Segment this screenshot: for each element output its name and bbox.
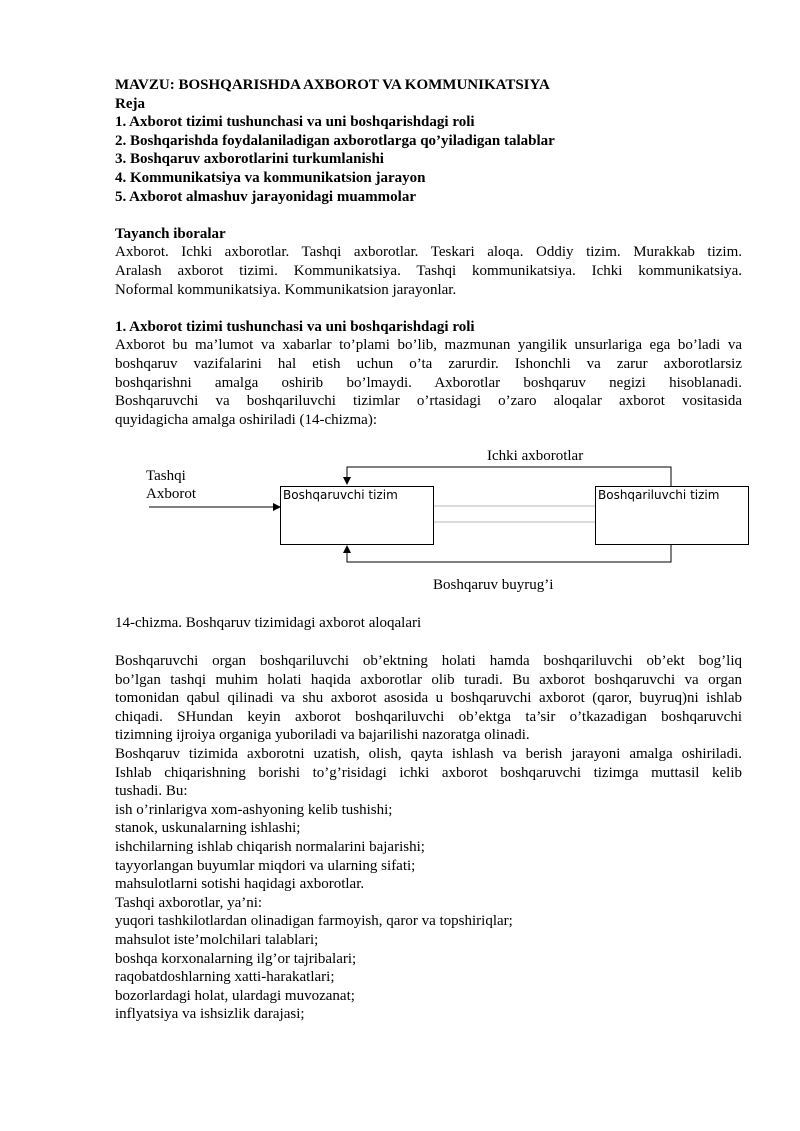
paragraph-line: Boshqaruvchi va boshqariluvchi tizimlar o’rtasidagi o’zaro aloqalar axborot vositasida	[115, 393, 742, 410]
paragraph-line: Axborot bu ma’lumot va xabarlar to’plami bo’lib, mazmunan yangilik unsurlariga ega bo’ladi va	[115, 337, 742, 354]
external-info-label-2: Axborot	[146, 486, 196, 502]
list-item: raqobatdoshlarning xatti-harakatlari;	[115, 969, 335, 986]
keywords-line: Aralash axborot tizimi. Kommunikatsiya. Tashqi kommunikatsiya. Ichki kommunikatsiya.	[115, 262, 742, 279]
keywords-heading: Tayanch iboralar	[115, 225, 226, 242]
managing-system-label: Boshqaruvchi tizim	[283, 488, 398, 502]
external-info-label-1: Tashqi	[146, 468, 186, 484]
paragraph-line: chiqadi. SHundan keyin axborot boshqariluvchi ob’ektga ta’sir o’tkazadigan boshqaruvchi	[115, 708, 742, 725]
page-body	[115, 652, 742, 1024]
command-label: Boshqaruv buyrug’i	[433, 577, 554, 593]
internal-info-label: Ichki axborotlar	[487, 448, 584, 464]
section-heading: 1. Axborot tizimi tushunchasi va uni boshqarishdagi roli	[115, 318, 475, 335]
command-loop	[347, 544, 671, 562]
list-item: inflyatsiya va ishsizlik darajasi;	[115, 1006, 305, 1023]
plan-item: 3. Boshqaruv axborotlarini turkumlanishi	[115, 151, 384, 168]
figure-caption: 14-chizma. Boshqaruv tizimidagi axborot aloqalari	[115, 615, 422, 631]
plan-item: 1. Axborot tizimi tushunchasi va uni boshqarishdagi roli	[115, 114, 475, 131]
plan-label: Reja	[115, 95, 145, 112]
list-item: stanok, uskunalarning ishlashi;	[115, 820, 301, 837]
list-item: bozorlardagi holat, ulardagi muvozanat;	[115, 987, 355, 1004]
paragraph-line: boshqarishni amalga oshirib bo’lmaydi. Axborotlar boshqaruv negizi hisoblanadi.	[115, 374, 742, 391]
plan-item: 4. Kommunikatsiya va kommunikatsion jarayon	[115, 169, 426, 186]
managed-system-box	[595, 486, 749, 545]
keywords-line: Axborot. Ichki axborotlar. Tashqi axborotlar. Teskari aloqa. Oddiy tizim. Murakkab tizim.	[115, 244, 742, 261]
paragraph-line: boshqaruv vazifalarini hal etish uchun o’ta zarurdir. Ishonchli va zarur axborotlarsiz	[115, 355, 742, 372]
list-item: tayyorlangan buyumlar miqdori va ularning sifati;	[115, 857, 416, 874]
page-top	[115, 76, 742, 429]
list-item: boshqa korxonalarning ilg’or tajribalari;	[115, 950, 357, 967]
plan-item: 2. Boshqarishda foydalaniladigan axborotlarga qo’yiladigan talablar	[115, 132, 555, 149]
managing-system-box	[280, 486, 434, 545]
plan-item: 5. Axborot almashuv jarayonidagi muammolar	[115, 188, 416, 205]
list-item: ish o’rinlarigva xom-ashyoning kelib tushishi;	[115, 801, 393, 818]
paragraph-line: Ishlab chiqarishning borishi to’g’risidagi ichki axborot boshqaruvchi tizimga muttasil kelib	[115, 764, 742, 781]
keywords-line: Noformal kommunikatsiya. Kommunikatsion jarayonlar.	[115, 281, 457, 298]
list-item: mahsulotlarni sotishi haqidagi axborotlar.	[115, 876, 365, 893]
list-item: ishchilarning ishlab chiqarish normalarini bajarishi;	[115, 838, 425, 855]
paragraph-line: tushadi. Bu:	[115, 783, 188, 800]
document-title: MAVZU: BOSHQARISHDA AXBOROT VA KOMMUNIKATSIYA	[115, 77, 550, 93]
internal-info-loop	[347, 467, 671, 486]
paragraph-line: quyidagicha amalga oshiriladi (14-chizma):	[115, 411, 377, 428]
information-flow-diagram	[115, 446, 755, 598]
list-item: yuqori tashkilotlardan olinadigan farmoyish, qaror va topshiriqlar;	[115, 913, 513, 930]
list-item: mahsulot iste’molchilari talablari;	[115, 931, 319, 948]
paragraph-line: bo’lgan tashqi muhim holati haqida axborotlar olib turadi. Bu axborot boshqaruvchi va organ	[115, 671, 742, 688]
paragraph-line: Boshqaruvchi organ boshqariluvchi ob’ektning holati hamda boshqariluvchi ob’ekt bog’liq	[115, 653, 742, 669]
managed-system-label: Boshqariluvchi tizim	[598, 488, 720, 502]
external-info-intro: Tashqi axborotlar, ya’ni:	[115, 894, 263, 911]
paragraph-line: tizimning ijroiya organiga yuboriladi va bajarilishi nazoratga olinadi.	[115, 727, 530, 744]
paragraph-line: Boshqaruv tizimida axborotni uzatish, olish, qayta ishlash va berish jarayoni amalga oshiriladi.	[115, 745, 742, 762]
paragraph-line: tomonidan qabul qilinadi va shu axborot asosida u boshqaruvchi axborot (qaror, buyruq)ni ishlab	[115, 690, 742, 707]
